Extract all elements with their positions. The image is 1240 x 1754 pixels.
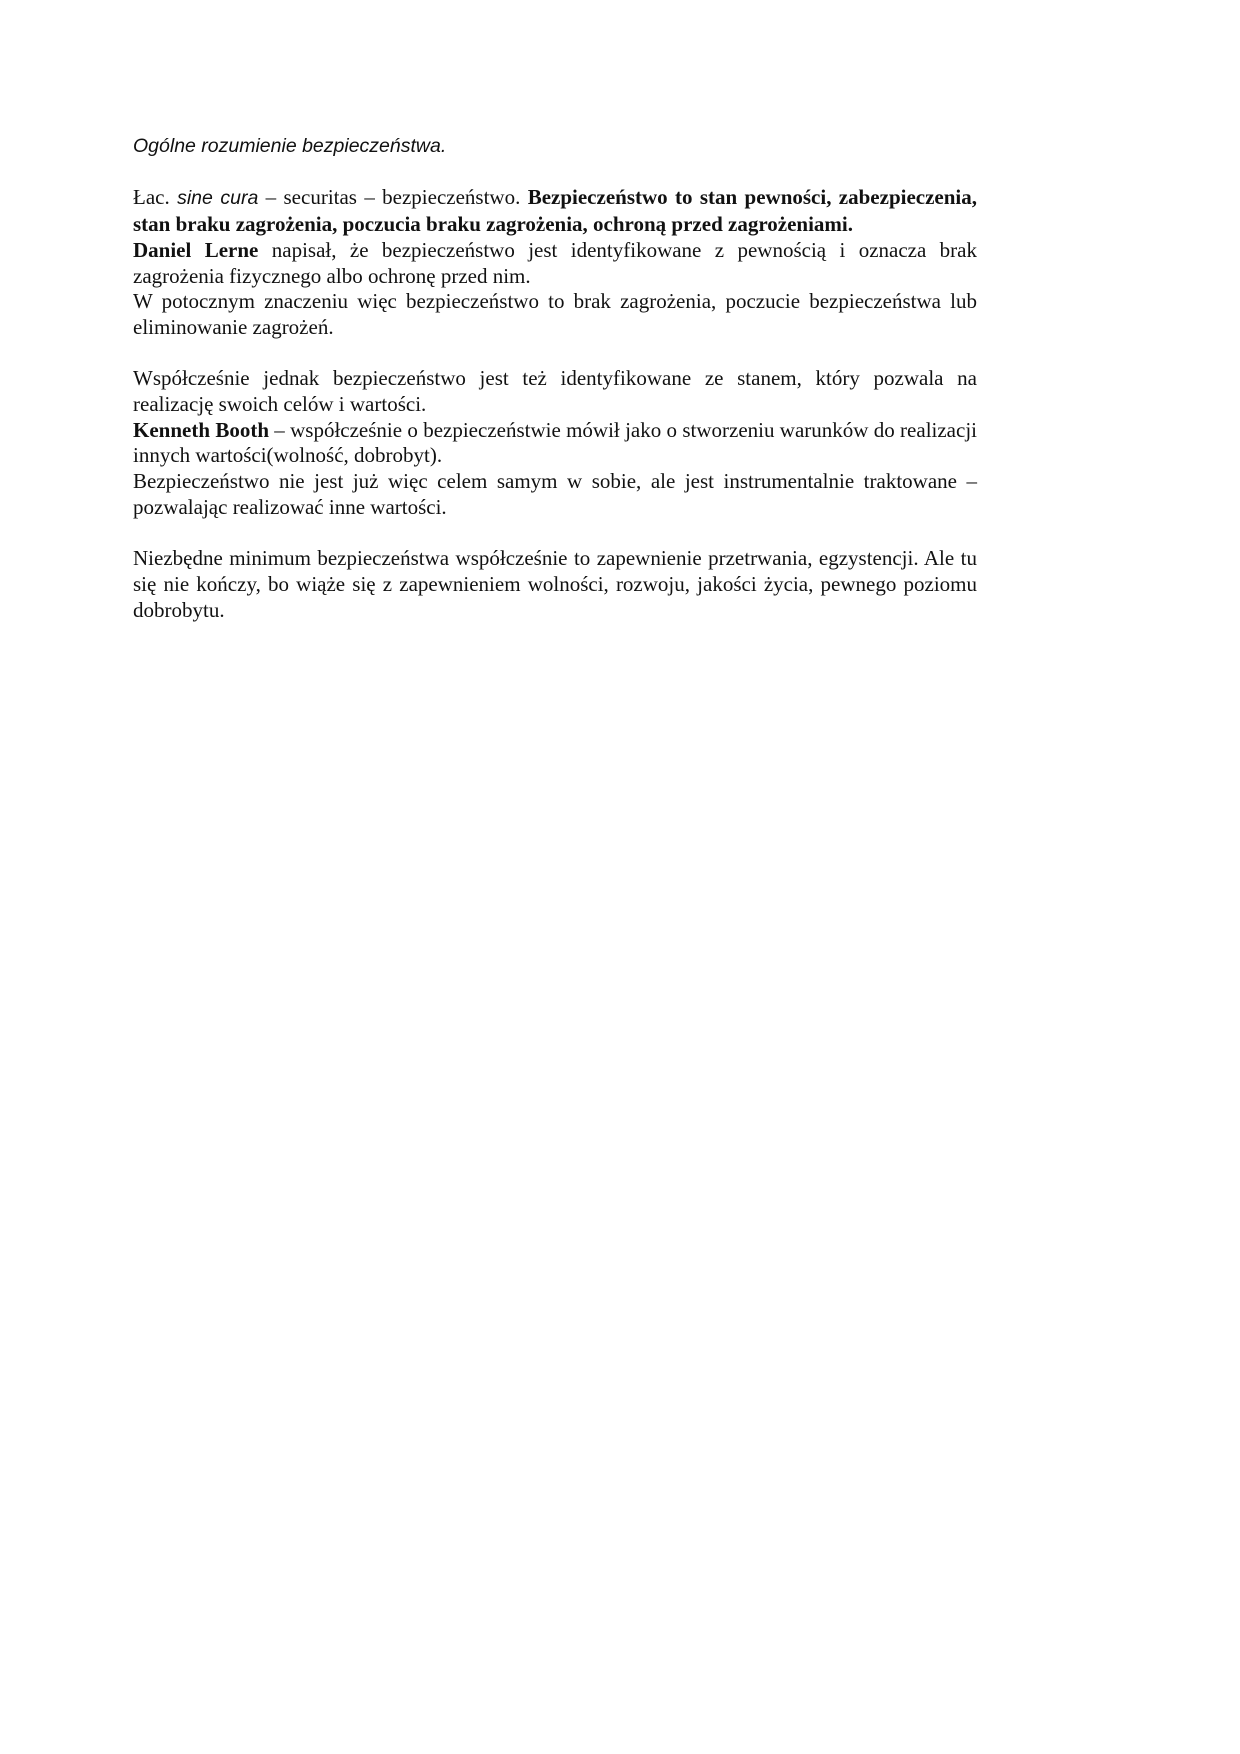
text-run: Łac. xyxy=(133,185,178,210)
author-name: Kenneth Booth xyxy=(133,417,269,442)
paragraph-booth xyxy=(133,418,977,469)
text-run: – współcześnie o bezpieczeństwie mówił jako o stworzeniu warunków do realizacji innych wartości(wolność, dobrobyt). xyxy=(133,417,977,468)
document-page xyxy=(133,134,977,623)
definition-bold: Bezpieczeństwo to stan pewności, zabezpieczenia, stan braku zagrożenia, poczucia braku zagrożenia, ochroną przed zagrożeniami. xyxy=(133,185,978,237)
paragraph-instrumental: Bezpieczeństwo nie jest już więc celem samym w sobie, ale jest instrumentalnie traktowane – pozwalając realizować inne wartości. xyxy=(133,469,977,519)
paragraph-lerne xyxy=(133,238,977,289)
paragraph-definition xyxy=(133,185,977,237)
paragraph-modern: Współcześnie jednak bezpieczeństwo jest też identyfikowane ze stanem, który pozwala na realizację swoich celów i wartości. xyxy=(133,366,977,416)
paragraph-colloquial: W potocznym znaczeniu więc bezpieczeństwo to brak zagrożenia, poczucie bezpieczeństwa lub eliminowanie zagrożeń. xyxy=(133,289,977,339)
paragraph-minimum: Niezbędne minimum bezpieczeństwa współcześnie to zapewnienie przetrwania, egzystencji. Ale tu się nie kończy, bo wiąże się z zapewnieniem wolności, rozwoju, jakości życia, pewnego poziomu dobrobytu. xyxy=(133,546,977,622)
blank-line xyxy=(133,341,977,367)
text-run: – securitas – bezpieczeństwo. xyxy=(258,185,528,210)
author-name: Daniel Lerne xyxy=(133,237,259,262)
blank-line xyxy=(133,521,977,547)
latin-term: sine cura xyxy=(177,187,259,210)
blank-line xyxy=(133,160,977,186)
text-run: napisał, że bezpieczeństwo jest identyfikowane z pewnością i oznacza brak zagrożenia fizycznego albo ochronę przed nim. xyxy=(133,237,977,288)
document-title: Ogólne rozumienie bezpieczeństwa. xyxy=(133,135,447,157)
